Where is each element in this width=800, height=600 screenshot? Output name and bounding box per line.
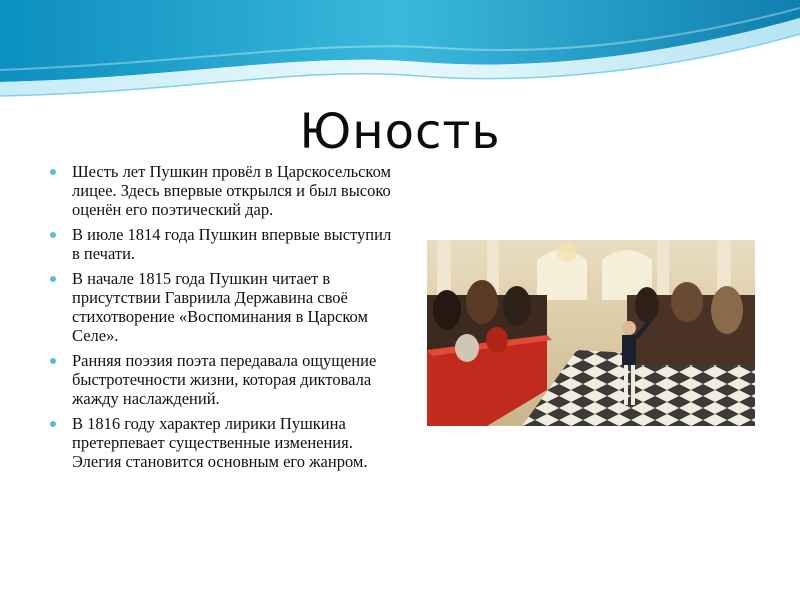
bullet-dot-icon — [50, 169, 56, 175]
bullet-list — [50, 162, 395, 477]
bullet-text: В начале 1815 года Пушкин читает в присутствии Гавриила Державина своё стихотворение «Воспоминания в Царском Селе». — [72, 269, 368, 345]
bullet-item — [50, 414, 395, 471]
bullet-text: В июле 1814 года Пушкин впервые выступил в печати. — [72, 225, 392, 263]
bullet-item — [50, 162, 395, 219]
bullet-text: В 1816 году характер лирики Пушкина претерпевает существенные изменения. Элегия становится основным его жанром. — [72, 414, 368, 471]
pushkin-lyceum-painting — [427, 240, 755, 426]
bullet-dot-icon — [50, 276, 56, 282]
bullet-dot-icon — [50, 232, 56, 238]
bullet-item — [50, 269, 395, 345]
bullet-dot-icon — [50, 421, 56, 427]
header-wave-decoration — [0, 0, 800, 110]
slide-title: Юность — [299, 104, 501, 160]
bullet-dot-icon — [50, 358, 56, 364]
bullet-text: Шесть лет Пушкин провёл в Царскосельском лицее. Здесь впервые открылся и был высоко оценён его поэтический дар. — [72, 162, 391, 219]
bullet-item — [50, 351, 395, 408]
bullet-item — [50, 225, 395, 263]
bullet-text: Ранняя поэзия поэта передавала ощущение быстротечности жизни, которая диктовала жажду наслаждений. — [72, 351, 377, 408]
